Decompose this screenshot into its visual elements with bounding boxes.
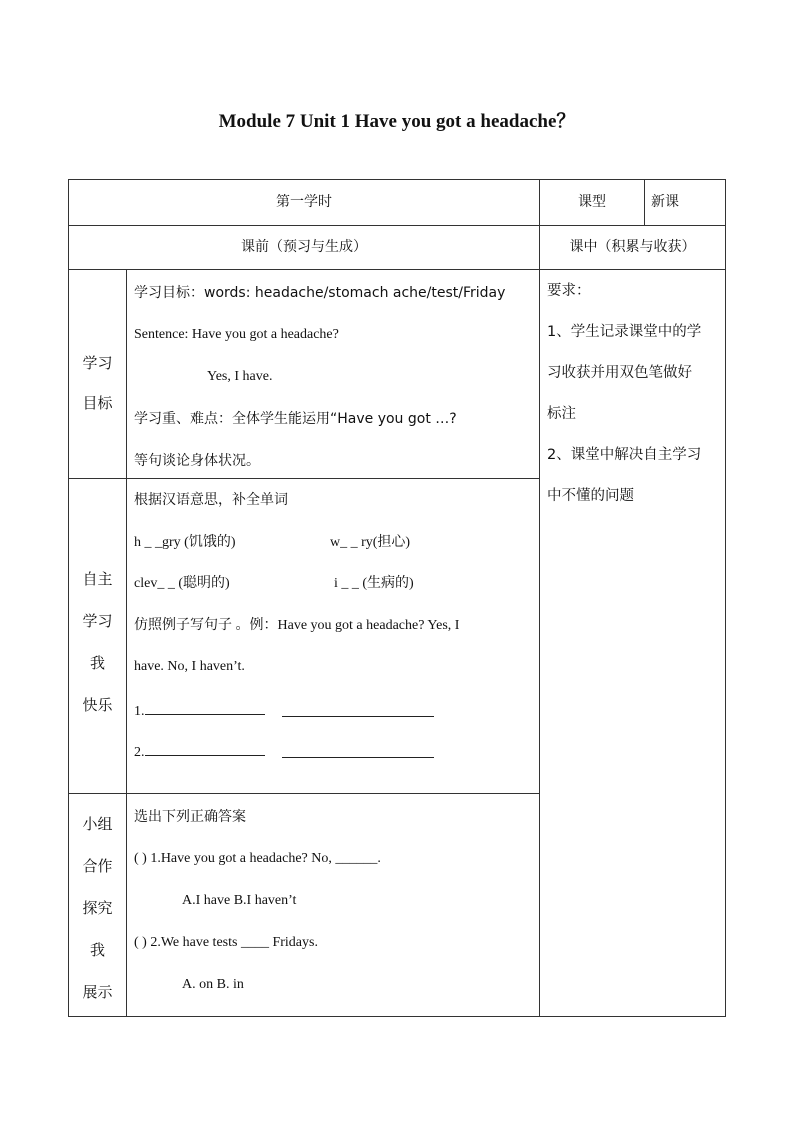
word-hungry: h _ _gry (饥饿的): [134, 535, 236, 550]
key-points-line-2: 等句谈论身体状况。: [134, 453, 260, 469]
word-ill: i _ _ (生病的): [334, 576, 414, 591]
requirement-line: 1、学生记录课堂中的学: [547, 324, 702, 340]
answer-2-blank-b[interactable]: [282, 743, 434, 758]
answer-1-blank-a[interactable]: [145, 700, 265, 715]
question-1-options: A.I have B.I haven’t: [182, 893, 297, 908]
answer-2-number: 2.: [134, 745, 145, 760]
question-1: ( ) 1.Have you got a headache? No, ______.: [134, 851, 381, 866]
sentence-line: Sentence: Have you got a headache?: [134, 327, 339, 342]
answer-2-blank-a[interactable]: [145, 741, 265, 756]
requirement-line: 2、课堂中解决自主学习: [547, 447, 702, 463]
word-clever: clev_ _ (聪明的): [134, 576, 230, 591]
question-2: ( ) 2.We have tests ____ Fridays.: [134, 935, 318, 950]
pre-class-heading: 课前（预习与生成）: [241, 239, 367, 255]
choose-instruction: 选出下列正确答案: [134, 809, 246, 825]
requirement-line: 习收获并用双色笔做好: [547, 365, 692, 381]
learning-goal-line: 学习目标：words: headache/stomach ache/test/Friday: [134, 285, 506, 301]
lesson-cell: 第一学时: [276, 194, 332, 210]
requirement-line: 中不懂的问题: [547, 488, 634, 504]
in-class-heading: 课中（积累与收获）: [569, 239, 696, 255]
goals-content: [134, 284, 534, 494]
page-title: Module 7 Unit 1 Have you got a headache？: [218, 111, 576, 132]
requirements: [547, 282, 723, 528]
example-line-2: have. No, I haven’t.: [134, 659, 245, 674]
key-points-line: 学习重、难点：全体学生能运用“Have you got …?: [134, 411, 457, 427]
fill-words-instruction: 根据汉语意思，补全单词: [134, 492, 288, 508]
self-study-label: 自主 学习 我 快乐: [82, 570, 113, 714]
goals-label: 学习 目标: [82, 354, 113, 412]
type-value-cell: 新课: [651, 194, 679, 210]
group-work-label: 小组 合作 探究 我 展示: [82, 815, 113, 1001]
word-worry: w_ _ ry(担心): [330, 535, 411, 550]
self-study-content: [134, 491, 534, 782]
example-line: 仿照例子写句子 。例：Have you got a headache? Yes, I: [134, 618, 460, 633]
question-2-options: A. on B. in: [182, 977, 244, 992]
answer-1-blank-b[interactable]: [282, 702, 434, 717]
requirements-title: 要求：: [547, 283, 591, 299]
answer-line: Yes, I have.: [207, 369, 273, 384]
type-label-cell: 课型: [578, 194, 606, 210]
answer-1-number: 1.: [134, 704, 145, 719]
requirement-line: 标注: [547, 406, 576, 422]
group-work-content: [134, 808, 534, 1018]
